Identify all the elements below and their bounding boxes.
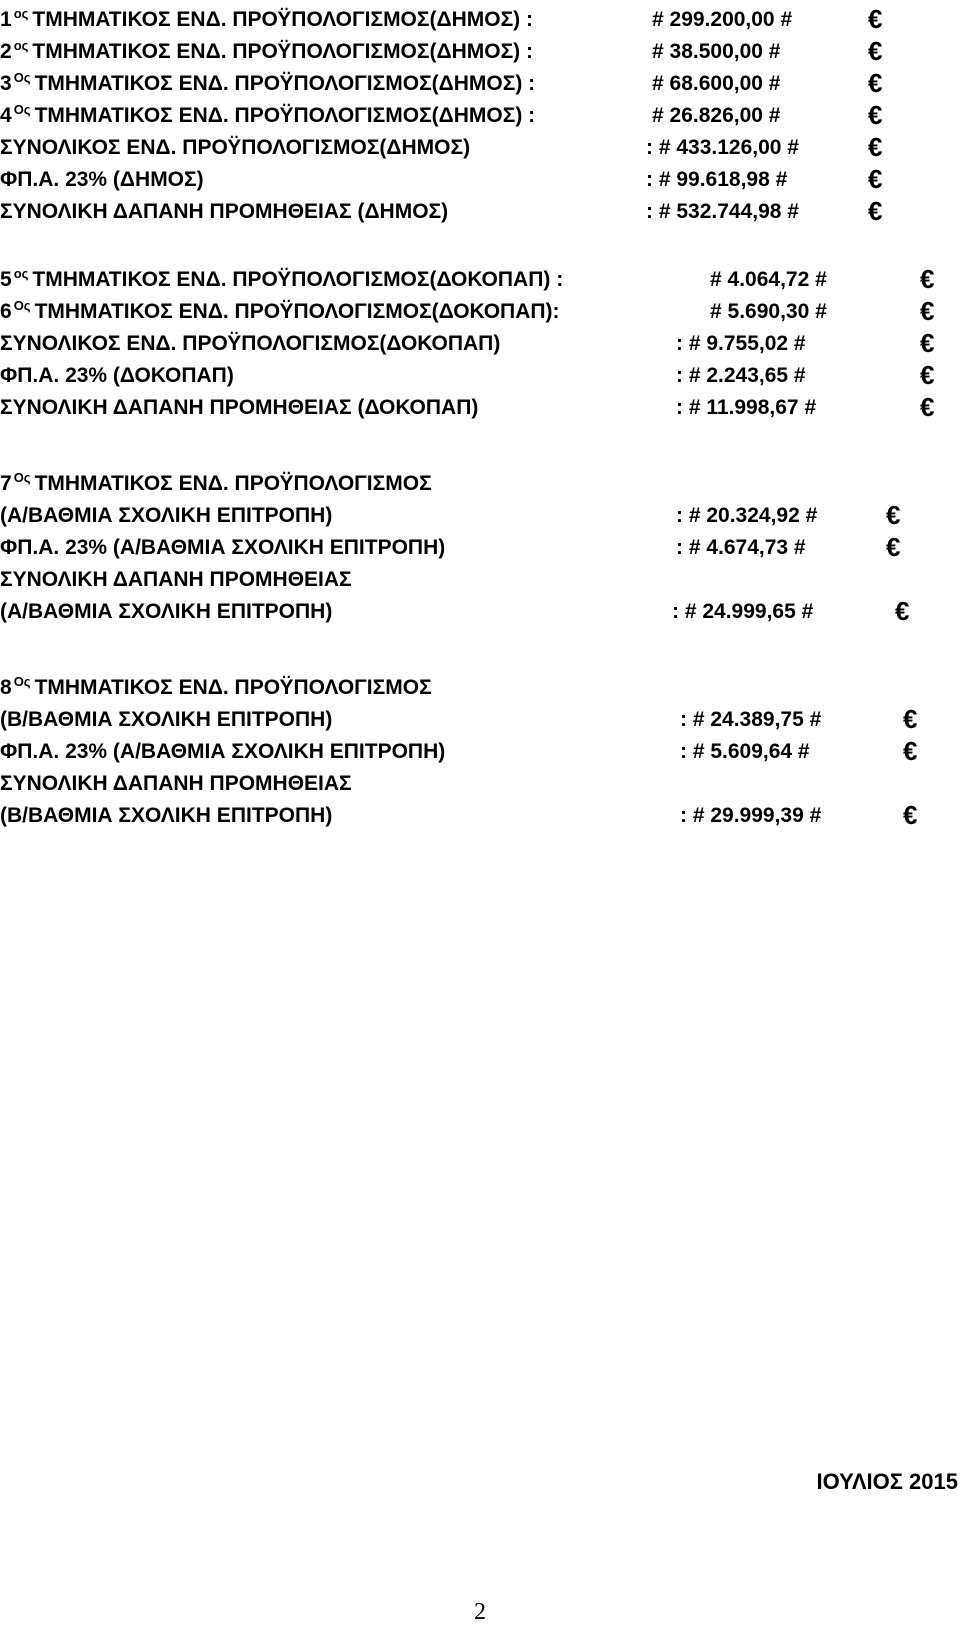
- grand-total-heading: [0, 566, 960, 593]
- row-amount: : # 20.324,92 #: [676, 504, 818, 527]
- row-amount: # 26.826,00 #: [652, 104, 781, 127]
- euro-icon: €: [920, 328, 935, 358]
- row-amount: : # 4.674,73 #: [676, 536, 806, 559]
- row-label: ΦΠ.Α. 23% (ΔΗΜΟΣ): [0, 168, 204, 191]
- budget-row: [0, 470, 960, 497]
- budget-row: [0, 298, 960, 325]
- budget-row: [0, 706, 960, 733]
- row-amount: # 5.690,30 #: [710, 300, 827, 323]
- row-amount: # 68.600,00 #: [652, 72, 781, 95]
- budget-row: [0, 502, 960, 529]
- row-amount: : # 29.999,39 #: [680, 804, 822, 827]
- row-label: ΣΥΝΟΛΙΚΗ ΔΑΠΑΝΗ ΠΡΟΜΗΘΕΙΑΣ: [0, 568, 352, 591]
- euro-icon: €: [920, 360, 935, 390]
- vat-row: [0, 534, 960, 561]
- row-amount: : # 24.389,75 #: [680, 708, 822, 731]
- row-label: 6 $^{O\varsigma}$ ΤΜΗΜΑΤΙΚΟΣ ΕΝΔ. ΠΡΟΫΠΟΛΟΓΙΣΜΟΣ(ΔΟΚΟΠΑΠ):: [0, 298, 560, 323]
- euro-icon: €: [868, 4, 883, 34]
- euro-icon: €: [903, 800, 918, 830]
- row-amount: : # 532.744,98 #: [646, 200, 799, 223]
- row-label: ΣΥΝΟΛΙΚΗ ΔΑΠΑΝΗ ΠΡΟΜΗΘΕΙΑΣ (ΔΟΚΟΠΑΠ): [0, 396, 479, 419]
- euro-icon: €: [868, 132, 883, 162]
- euro-icon: €: [895, 596, 910, 626]
- budget-row: [0, 70, 960, 97]
- budget-row: [0, 266, 960, 293]
- row-amount: : # 99.618,98 #: [646, 168, 788, 191]
- euro-icon: €: [920, 296, 935, 326]
- budget-total-row: [0, 330, 960, 357]
- row-label: ΦΠ.Α. 23% (Α/ΒΑΘΜΙΑ ΣΧΟΛΙΚΗ ΕΠΙΤΡΟΠΗ): [0, 740, 446, 763]
- row-label: 2 $^{o\varsigma}$ ΤΜΗΜΑΤΙΚΟΣ ΕΝΔ. ΠΡΟΫΠΟΛΟΓΙΣΜΟΣ(ΔΗΜΟΣ) :: [0, 38, 533, 63]
- budget-total-row: [0, 134, 960, 161]
- row-label: ΣΥΝΟΛΙΚΗ ΔΑΠΑΝΗ ΠΡΟΜΗΘΕΙΑΣ: [0, 772, 352, 795]
- row-amount: : # 5.609,64 #: [680, 740, 810, 763]
- row-label: 1 $^{o\varsigma}$ ΤΜΗΜΑΤΙΚΟΣ ΕΝΔ. ΠΡΟΫΠΟΛΟΓΙΣΜΟΣ(ΔΗΜΟΣ) :: [0, 6, 533, 31]
- row-label: (Β/ΒΑΘΜΙΑ ΣΧΟΛΙΚΗ ΕΠΙΤΡΟΠΗ): [0, 708, 333, 731]
- euro-icon: €: [903, 704, 918, 734]
- grand-total-row: [0, 802, 960, 829]
- row-amount: : # 24.999,65 #: [672, 600, 814, 623]
- row-label: (Α/ΒΑΘΜΙΑ ΣΧΟΛΙΚΗ ΕΠΙΤΡΟΠΗ): [0, 504, 333, 527]
- euro-icon: €: [868, 196, 883, 226]
- row-label: 8 $^{O\varsigma}$ ΤΜΗΜΑΤΙΚΟΣ ΕΝΔ. ΠΡΟΫΠΟΛΟΓΙΣΜΟΣ: [0, 674, 432, 699]
- row-label: 4 $^{O\varsigma}$ ΤΜΗΜΑΤΙΚΟΣ ΕΝΔ. ΠΡΟΫΠΟΛΟΓΙΣΜΟΣ(ΔΗΜΟΣ) :: [0, 102, 536, 127]
- vat-row: [0, 362, 960, 389]
- grand-total-row: [0, 598, 960, 625]
- grand-total-row: [0, 394, 960, 421]
- euro-icon: €: [886, 532, 901, 562]
- euro-icon: €: [868, 100, 883, 130]
- row-amount: : # 2.243,65 #: [676, 364, 806, 387]
- row-label: 5 $^{o\varsigma}$ ΤΜΗΜΑΤΙΚΟΣ ΕΝΔ. ΠΡΟΫΠΟΛΟΓΙΣΜΟΣ(ΔΟΚΟΠΑΠ) :: [0, 266, 564, 291]
- vat-row: [0, 166, 960, 193]
- euro-icon: €: [920, 392, 935, 422]
- budget-row: [0, 6, 960, 33]
- budget-row: [0, 674, 960, 701]
- row-label: ΣΥΝΟΛΙΚΟΣ ΕΝΔ. ΠΡΟΫΠΟΛΟΓΙΣΜΟΣ(ΔΗΜΟΣ): [0, 136, 471, 159]
- euro-icon: €: [868, 164, 883, 194]
- row-label: ΣΥΝΟΛΙΚΗ ΔΑΠΑΝΗ ΠΡΟΜΗΘΕΙΑΣ (ΔΗΜΟΣ): [0, 200, 449, 223]
- grand-total-row: [0, 198, 960, 225]
- page-number: 2: [474, 1599, 486, 1625]
- row-label: (Α/ΒΑΘΜΙΑ ΣΧΟΛΙΚΗ ΕΠΙΤΡΟΠΗ): [0, 600, 333, 623]
- row-label: 3 $^{O\varsigma}$ ΤΜΗΜΑΤΙΚΟΣ ΕΝΔ. ΠΡΟΫΠΟΛΟΓΙΣΜΟΣ(ΔΗΜΟΣ) :: [0, 70, 536, 95]
- euro-icon: €: [920, 264, 935, 294]
- row-label: ΦΠ.Α. 23% (ΔΟΚΟΠΑΠ): [0, 364, 234, 387]
- row-label: 7 $^{O\varsigma}$ ΤΜΗΜΑΤΙΚΟΣ ΕΝΔ. ΠΡΟΫΠΟΛΟΓΙΣΜΟΣ: [0, 470, 432, 495]
- vat-row: [0, 738, 960, 765]
- row-amount: # 38.500,00 #: [652, 40, 781, 63]
- row-label: (Β/ΒΑΘΜΙΑ ΣΧΟΛΙΚΗ ΕΠΙΤΡΟΠΗ): [0, 804, 333, 827]
- row-amount: : # 433.126,00 #: [646, 136, 799, 159]
- row-amount: : # 11.998,67 #: [676, 396, 817, 419]
- grand-total-heading: [0, 770, 960, 797]
- euro-icon: €: [886, 500, 901, 530]
- row-amount: # 4.064,72 #: [710, 268, 827, 291]
- euro-icon: €: [868, 68, 883, 98]
- budget-row: [0, 38, 960, 65]
- document-date: ΙΟΥΛΙΟΣ 2015: [816, 1469, 958, 1494]
- row-label: ΣΥΝΟΛΙΚΟΣ ΕΝΔ. ΠΡΟΫΠΟΛΟΓΙΣΜΟΣ(ΔΟΚΟΠΑΠ): [0, 332, 501, 355]
- row-label: ΦΠ.Α. 23% (Α/ΒΑΘΜΙΑ ΣΧΟΛΙΚΗ ΕΠΙΤΡΟΠΗ): [0, 536, 446, 559]
- row-amount: : # 9.755,02 #: [676, 332, 806, 355]
- row-amount: # 299.200,00 #: [652, 8, 793, 31]
- euro-icon: €: [868, 36, 883, 66]
- euro-icon: €: [903, 736, 918, 766]
- budget-row: [0, 102, 960, 129]
